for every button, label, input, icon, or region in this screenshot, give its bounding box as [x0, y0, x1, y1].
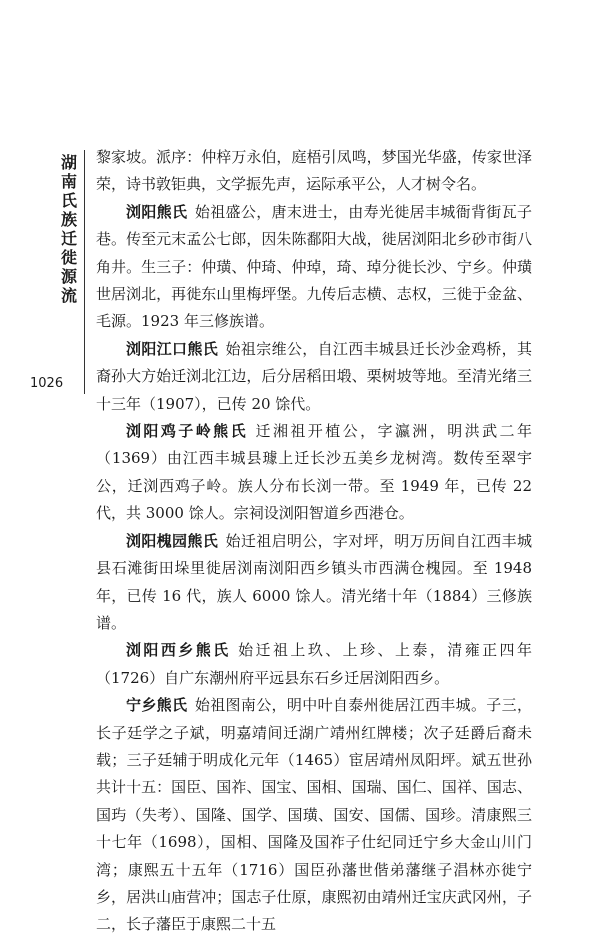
body-text: [96, 144, 532, 939]
continuation-paragraph: 黎家坡。派序：仲梓万永伯，庭梧引凤鸣，梦国光华盛，传家世泽荣，诗书敦钜典，文学振先声，运际承平公，人才树令名。: [96, 148, 532, 194]
entry-text: 始祖盛公，唐末进士，由寿光徙居丰城衙背街瓦子巷。传至元末孟公七郎，因朱陈鄱阳大战，徙居浏阳北乡砂市街八角井。生三子：仲璜、仲琦、仲琸，琦、琸分徙长沙、宁乡。仲璜世居浏北，再徙东山里梅坪堡。九传后志横、志权，三徙于金盆、毛源。1923 年三修族谱。: [96, 202, 532, 331]
entry-heading: 宁乡熊氏: [126, 696, 188, 715]
entry-text: 始迁祖上玖、上珍、上泰，清雍正四年（1726）自广东潮州府平远县东石乡迁居浏阳西乡。: [96, 641, 532, 687]
entry-heading: 浏阳槐园熊氏: [126, 531, 219, 550]
entry-paragraph: [96, 637, 532, 692]
entry-paragraph: [96, 528, 532, 638]
entry-heading: 浏阳江口熊氏: [126, 339, 219, 358]
entry-heading: 浏阳鸡子岭熊氏: [126, 422, 249, 441]
side-title: 湖南氏族迁徙源流: [60, 153, 77, 305]
margin-rule: [84, 150, 85, 394]
entry-paragraph: [96, 199, 532, 336]
entry-heading: 浏阳熊氏: [126, 202, 188, 221]
entry-text: 始祖宗维公，自江西丰城县迁长沙金鸡桥，其裔孙大方始迁浏北江边，后分居稻田塅、栗树坡等地。至清光绪三十三年（1907），已传 20 馀代。: [96, 339, 532, 413]
entry-paragraph: [96, 336, 532, 418]
entry-text: 始祖图南公，明中叶自泰州徙居江西丰城。子三，长子廷学之子斌，明嘉靖间迁湖广靖州红牌楼；次子廷爵后裔未载；三子廷辅于明成化元年（1465）宦居靖州凤阳坪。斌五世孙共计十五：国臣、国祚、国宝、国相、国瑞、国仁、国祥、国志、国玙（失考）、国隆、国学、国璜、国安、国儒、国珍。清康熙三十七年（1698），国相、国隆及国祚子仕纪同迁宁乡大金山川门湾；康熙五十五年（1716）国臣孙藩世偕弟藩继子淐林亦徙宁乡，居洪山庙营冲；国志子仕原，康熙初由靖州迁宝庆武冈州，子二，长子藩臣于康熙二十五: [96, 696, 532, 934]
entry-text: 迁湘祖开植公，字瀛洲，明洪武二年（1369）由江西丰城县璩上迁长沙五美乡龙树湾。数传至翠宇公，迁浏西鸡子岭。族人分布长浏一带。至 1949 年，已传 22 代，共 3000 馀人。宗祠设浏阳智道乡西港仓。: [96, 422, 532, 523]
entry-paragraph: [96, 692, 532, 939]
page-number: 1026: [30, 376, 64, 391]
entry-text: 始迁祖启明公，字对坪，明万历间自江西丰城县石滩街田垛里徙居浏南浏阳西乡镇头市西满仓槐园。至 1948 年，已传 16 代，族人 6000 馀人。清光绪十年（1884）三修族谱。: [96, 531, 532, 632]
entry-paragraph: [96, 418, 532, 528]
entry-heading: 浏阳西乡熊氏: [126, 641, 231, 660]
